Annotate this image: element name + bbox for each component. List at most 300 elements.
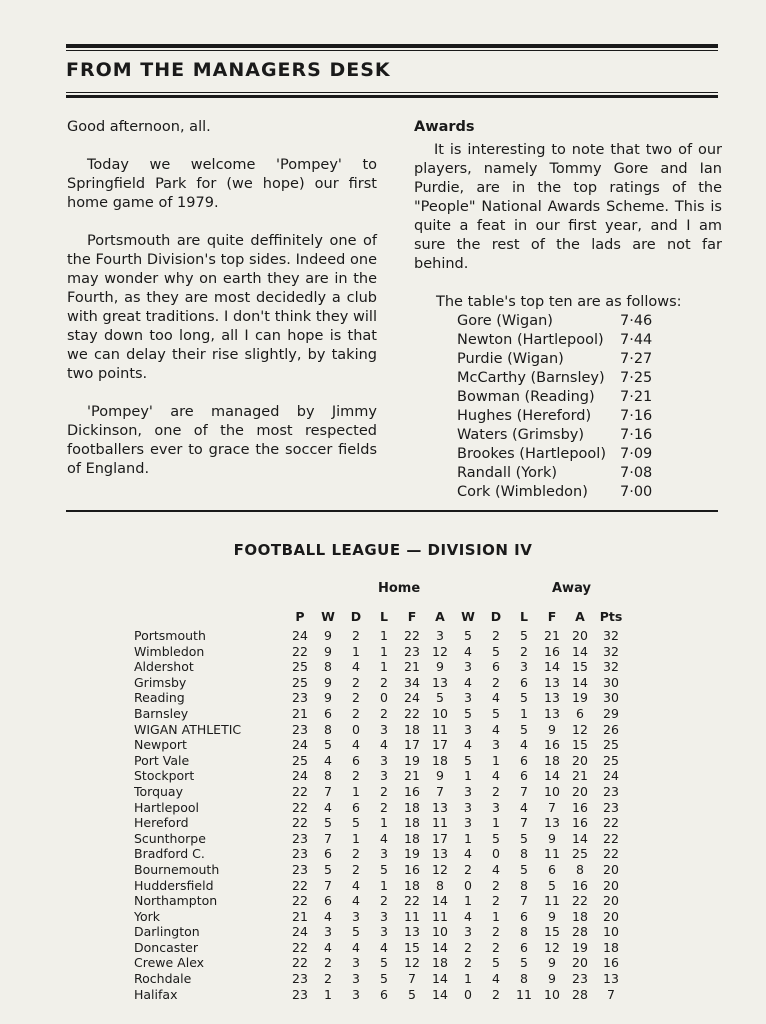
rating-row — [457, 312, 652, 331]
stat-cell: 12 — [432, 861, 448, 877]
stat-cell: 34 — [404, 674, 420, 690]
stat-cell: 13 — [544, 674, 560, 690]
stat-cell: 9 — [548, 830, 556, 846]
stat-cell: 1 — [352, 830, 360, 846]
points-cell: 20 — [603, 908, 619, 924]
stat-cell: 22 — [404, 893, 420, 909]
stat-cell: 24 — [292, 628, 308, 643]
stat-cell: 4 — [324, 799, 332, 815]
stat-cell: 12 — [432, 643, 448, 659]
rating-row — [457, 445, 652, 464]
stat-cell: 4 — [324, 752, 332, 768]
rating-value: 7·00 — [619, 484, 653, 500]
stat-cell: 14 — [572, 674, 588, 690]
points-cell: 25 — [603, 737, 619, 753]
stat-cell: 23 — [292, 971, 308, 987]
stat-cell: 4 — [492, 861, 500, 877]
stat-cell: 19 — [572, 939, 588, 955]
points-cell: 32 — [603, 643, 619, 659]
away-group-label: Away — [552, 581, 591, 596]
stat-cell: 2 — [464, 939, 472, 955]
league-row — [134, 846, 628, 862]
stat-cell: 2 — [492, 674, 500, 690]
top-rule-thick — [66, 44, 718, 48]
league-row — [134, 768, 628, 784]
points-cell: 18 — [603, 939, 619, 955]
rating-value: 7·08 — [619, 465, 653, 481]
stat-cell: 20 — [572, 752, 588, 768]
column-header: L — [520, 608, 528, 624]
stat-cell: 9 — [324, 643, 332, 659]
stat-cell: 24 — [292, 924, 308, 940]
rating-value: 7·27 — [619, 351, 653, 367]
rating-value: 7·16 — [619, 408, 653, 424]
column-header: F — [547, 608, 557, 624]
stat-cell: 5 — [464, 752, 472, 768]
stat-cell: 22 — [292, 877, 308, 893]
rating-player: Randall (York) — [457, 465, 558, 481]
stat-cell: 23 — [292, 986, 308, 1002]
league-row — [134, 737, 628, 753]
stat-cell: 3 — [436, 628, 444, 643]
stat-cell: 2 — [352, 628, 360, 643]
league-row — [134, 659, 628, 675]
points-cell: 23 — [603, 799, 619, 815]
league-row — [134, 800, 628, 816]
stat-cell: 6 — [520, 752, 528, 768]
column-header: W — [321, 608, 335, 624]
points-cell: 7 — [607, 986, 615, 1002]
stat-cell: 21 — [572, 768, 588, 784]
stat-cell: 6 — [324, 846, 332, 862]
stat-cell: 7 — [324, 783, 332, 799]
stat-cell: 9 — [436, 659, 444, 675]
stat-cell: 6 — [548, 861, 556, 877]
points-cell: 20 — [603, 893, 619, 909]
stat-cell: 14 — [432, 939, 448, 955]
stat-cell: 4 — [464, 674, 472, 690]
rating-player: Gore (Wigan) — [457, 313, 553, 329]
stat-cell: 3 — [380, 846, 388, 862]
team-name: Wimbledon — [134, 643, 205, 659]
stat-cell: 5 — [324, 737, 332, 753]
team-name: Torquay — [134, 783, 183, 799]
stat-cell: 3 — [464, 690, 472, 706]
stat-cell: 3 — [464, 799, 472, 815]
title-rule-thin — [66, 92, 718, 93]
stat-cell: 4 — [352, 939, 360, 955]
stat-cell: 6 — [324, 893, 332, 909]
league-row — [134, 971, 628, 987]
stat-cell: 2 — [324, 971, 332, 987]
points-cell: 24 — [603, 768, 619, 784]
league-title: FOOTBALL LEAGUE — DIVISION IV — [233, 541, 533, 559]
stat-cell: 4 — [352, 893, 360, 909]
stat-cell: 3 — [380, 721, 388, 737]
stat-cell: 5 — [548, 877, 556, 893]
stat-cell: 6 — [352, 799, 360, 815]
stat-cell: 7 — [324, 830, 332, 846]
team-name: Newport — [134, 737, 187, 753]
rating-value: 7·16 — [619, 427, 653, 443]
awards-text: It is interesting to note that two of our players, namely Tommy Gore and Ian Purdie, are in the top ratings of the "People" National Awards Scheme. This is quite a feat in our first year, and I am sure the rest of the lads are not far behind. — [414, 142, 722, 272]
stat-cell: 18 — [432, 752, 448, 768]
stat-cell: 7 — [408, 971, 416, 987]
greeting: Good afternoon, all. — [67, 119, 211, 135]
stat-cell: 2 — [324, 955, 332, 971]
stat-cell: 16 — [572, 799, 588, 815]
stat-cell: 7 — [436, 783, 444, 799]
awards-section — [414, 118, 722, 502]
stat-cell: 3 — [352, 908, 360, 924]
title-rule-thick — [66, 95, 718, 98]
stat-cell: 15 — [572, 737, 588, 753]
stat-cell: 12 — [544, 939, 560, 955]
league-row — [134, 893, 628, 909]
stat-cell: 2 — [380, 799, 388, 815]
stat-cell: 8 — [324, 768, 332, 784]
stat-cell: 0 — [464, 877, 472, 893]
team-name: Port Vale — [134, 752, 190, 768]
stat-cell: 22 — [292, 643, 308, 659]
stat-cell: 0 — [352, 721, 360, 737]
stat-cell: 21 — [404, 659, 420, 675]
stat-cell: 11 — [432, 908, 448, 924]
stat-cell: 20 — [572, 955, 588, 971]
stat-cell: 2 — [352, 846, 360, 862]
stat-cell: 5 — [520, 721, 528, 737]
top-rule-thin — [66, 50, 718, 51]
stat-cell: 5 — [436, 690, 444, 706]
points-cell: 13 — [603, 971, 619, 987]
stat-cell: 8 — [324, 659, 332, 675]
stat-cell: 19 — [404, 752, 420, 768]
stat-cell: 8 — [520, 846, 528, 862]
league-row — [134, 940, 628, 956]
stat-cell: 18 — [404, 830, 420, 846]
stat-cell: 1 — [464, 971, 472, 987]
stat-cell: 1 — [324, 986, 332, 1002]
stat-cell: 4 — [352, 877, 360, 893]
stat-cell: 21 — [544, 628, 560, 643]
points-cell: 23 — [603, 783, 619, 799]
stat-cell: 5 — [492, 830, 500, 846]
stat-cell: 1 — [464, 830, 472, 846]
stat-cell: 1 — [492, 752, 500, 768]
team-name: Bournemouth — [134, 861, 220, 877]
stat-cell: 5 — [408, 986, 416, 1002]
stat-cell: 25 — [292, 659, 308, 675]
stat-cell: 13 — [544, 705, 560, 721]
stat-cell: 18 — [572, 908, 588, 924]
team-name: Halifax — [134, 986, 178, 1002]
stat-cell: 2 — [352, 690, 360, 706]
stat-cell: 5 — [324, 861, 332, 877]
stat-cell: 3 — [324, 924, 332, 940]
stat-cell: 13 — [544, 815, 560, 831]
stat-cell: 2 — [464, 861, 472, 877]
stat-cell: 13 — [432, 846, 448, 862]
stat-cell: 6 — [520, 939, 528, 955]
stat-cell: 11 — [404, 908, 420, 924]
stat-cell: 5 — [520, 690, 528, 706]
stat-cell: 18 — [432, 955, 448, 971]
stat-cell: 9 — [324, 690, 332, 706]
team-name: Hartlepool — [134, 799, 199, 815]
stat-cell: 20 — [572, 783, 588, 799]
stat-cell: 12 — [404, 955, 420, 971]
stat-cell: 13 — [404, 924, 420, 940]
stat-cell: 2 — [492, 628, 500, 643]
rating-player: Brookes (Hartlepool) — [457, 446, 606, 462]
stat-cell: 2 — [492, 893, 500, 909]
team-name: Northampton — [134, 893, 218, 909]
stat-cell: 19 — [404, 846, 420, 862]
stat-cell: 21 — [404, 768, 420, 784]
stat-cell: 5 — [380, 971, 388, 987]
stat-cell: 7 — [520, 893, 528, 909]
stat-cell: 4 — [520, 799, 528, 815]
stat-cell: 1 — [380, 628, 388, 643]
stat-cell: 2 — [492, 924, 500, 940]
rating-row — [457, 483, 652, 502]
league-row — [134, 878, 628, 894]
rating-player: Cork (Wimbledon) — [457, 484, 588, 500]
team-name: Scunthorpe — [134, 830, 206, 846]
stat-cell: 16 — [572, 815, 588, 831]
stat-cell: 5 — [520, 628, 528, 643]
stat-cell: 1 — [380, 815, 388, 831]
column-header: A — [575, 608, 585, 624]
stat-cell: 25 — [292, 674, 308, 690]
stat-cell: 4 — [464, 737, 472, 753]
stat-cell: 5 — [520, 861, 528, 877]
league-row — [134, 862, 628, 878]
section-divider — [66, 510, 718, 512]
stat-cell: 24 — [292, 737, 308, 753]
stat-cell: 13 — [432, 799, 448, 815]
stat-cell: 20 — [572, 628, 588, 643]
rating-player: Bowman (Reading) — [457, 389, 595, 405]
stat-cell: 9 — [324, 674, 332, 690]
stat-cell: 4 — [492, 971, 500, 987]
league-row — [134, 784, 628, 800]
stat-cell: 2 — [492, 986, 500, 1002]
stat-cell: 14 — [572, 643, 588, 659]
letter-paragraph: Today we welcome 'Pompey' to Springfield Park for (we hope) our first home game of 1979. — [67, 157, 377, 211]
stat-cell: 18 — [544, 752, 560, 768]
stat-cell: 6 — [380, 986, 388, 1002]
stat-cell: 3 — [464, 783, 472, 799]
stat-cell: 28 — [572, 924, 588, 940]
rating-row — [457, 388, 652, 407]
stat-cell: 6 — [492, 659, 500, 675]
stat-cell: 3 — [464, 721, 472, 737]
column-header: W — [461, 608, 475, 624]
stat-cell: 1 — [492, 815, 500, 831]
team-name: Stockport — [134, 768, 195, 784]
stat-cell: 14 — [544, 768, 560, 784]
rating-row — [457, 407, 652, 426]
stat-cell: 11 — [544, 846, 560, 862]
stat-cell: 8 — [520, 877, 528, 893]
points-cell: 26 — [603, 721, 619, 737]
team-name: Darlington — [134, 924, 200, 940]
stat-cell: 22 — [292, 893, 308, 909]
stat-cell: 2 — [352, 768, 360, 784]
team-name: Aldershot — [134, 659, 194, 675]
rating-player: Hughes (Hereford) — [457, 408, 592, 424]
league-row — [134, 909, 628, 925]
stat-cell: 4 — [464, 908, 472, 924]
stat-cell: 2 — [380, 674, 388, 690]
stat-cell: 6 — [324, 705, 332, 721]
stat-cell: 1 — [464, 893, 472, 909]
points-cell: 32 — [603, 659, 619, 675]
rating-row — [457, 426, 652, 445]
league-row — [134, 628, 628, 644]
stat-cell: 1 — [380, 643, 388, 659]
stat-cell: 7 — [324, 877, 332, 893]
stat-cell: 10 — [432, 705, 448, 721]
stat-cell: 22 — [404, 705, 420, 721]
stat-cell: 5 — [380, 955, 388, 971]
stat-cell: 8 — [324, 721, 332, 737]
stat-cell: 25 — [292, 752, 308, 768]
stat-cell: 1 — [380, 877, 388, 893]
league-row — [134, 753, 628, 769]
stat-cell: 5 — [492, 643, 500, 659]
stat-cell: 13 — [432, 674, 448, 690]
points-cell: 20 — [603, 861, 619, 877]
stat-cell: 18 — [404, 799, 420, 815]
stat-cell: 8 — [436, 877, 444, 893]
league-row — [134, 955, 628, 971]
stat-cell: 9 — [548, 721, 556, 737]
rating-value: 7·25 — [619, 370, 653, 386]
league-row — [134, 690, 628, 706]
league-table — [134, 604, 628, 1002]
stat-cell: 21 — [292, 705, 308, 721]
stat-cell: 1 — [464, 768, 472, 784]
stat-cell: 23 — [292, 830, 308, 846]
stat-cell: 4 — [380, 939, 388, 955]
stat-cell: 4 — [352, 737, 360, 753]
stat-cell: 6 — [520, 768, 528, 784]
stat-cell: 16 — [404, 861, 420, 877]
league-row — [134, 987, 628, 1003]
league-row — [134, 675, 628, 691]
team-name: Huddersfield — [134, 877, 214, 893]
stat-cell: 11 — [432, 815, 448, 831]
team-name: WIGAN ATHLETIC — [134, 721, 242, 737]
stat-cell: 13 — [544, 690, 560, 706]
stat-cell: 4 — [492, 768, 500, 784]
stat-cell: 1 — [352, 783, 360, 799]
stat-cell: 21 — [292, 908, 308, 924]
stat-cell: 18 — [404, 877, 420, 893]
stat-cell: 14 — [432, 971, 448, 987]
stat-cell: 9 — [548, 955, 556, 971]
stat-cell: 3 — [492, 799, 500, 815]
stat-cell: 8 — [520, 971, 528, 987]
league-row — [134, 706, 628, 722]
stat-cell: 6 — [520, 674, 528, 690]
stat-cell: 2 — [492, 877, 500, 893]
points-cell: 25 — [603, 752, 619, 768]
team-name: Reading — [134, 690, 185, 706]
letter-paragraph: 'Pompey' are managed by Jimmy Dickinson, one of the most respected footballers ever to grace the soccer fields of England. — [67, 404, 377, 477]
stat-cell: 1 — [520, 705, 528, 721]
stat-cell: 17 — [404, 737, 420, 753]
awards-heading: Awards — [414, 119, 475, 135]
stat-cell: 5 — [492, 955, 500, 971]
rating-value: 7·46 — [619, 313, 653, 329]
points-cell: 30 — [603, 690, 619, 706]
stat-cell: 22 — [292, 939, 308, 955]
team-name: Rochdale — [134, 971, 192, 987]
points-cell: 22 — [603, 815, 619, 831]
stat-cell: 22 — [572, 893, 588, 909]
rating-player: Newton (Hartlepool) — [457, 332, 604, 348]
stat-cell: 0 — [492, 846, 500, 862]
ratings-table — [457, 312, 652, 502]
stat-cell: 5 — [380, 861, 388, 877]
rating-row — [457, 464, 652, 483]
column-header: A — [435, 608, 445, 624]
stat-cell: 8 — [520, 924, 528, 940]
stat-cell: 24 — [404, 690, 420, 706]
stat-cell: 3 — [352, 971, 360, 987]
stat-cell: 2 — [380, 705, 388, 721]
league-row — [134, 924, 628, 940]
stat-cell: 6 — [520, 908, 528, 924]
stat-cell: 5 — [324, 815, 332, 831]
stat-cell: 23 — [404, 643, 420, 659]
ratings-intro: The table's top ten are as follows: — [436, 294, 682, 310]
column-header: F — [407, 608, 417, 624]
team-name: Portsmouth — [134, 628, 206, 643]
stat-cell: 11 — [432, 721, 448, 737]
stat-cell: 18 — [404, 721, 420, 737]
rating-player: Purdie (Wigan) — [457, 351, 564, 367]
points-cell: 16 — [603, 955, 619, 971]
rating-value: 7·44 — [619, 332, 653, 348]
stat-cell: 3 — [520, 659, 528, 675]
stat-cell: 16 — [544, 643, 560, 659]
league-row — [134, 644, 628, 660]
stat-cell: 15 — [404, 939, 420, 955]
stat-cell: 16 — [544, 737, 560, 753]
stat-cell: 3 — [352, 955, 360, 971]
team-name: Bradford C. — [134, 846, 205, 862]
stat-cell: 23 — [292, 690, 308, 706]
column-header: Pts — [599, 608, 623, 624]
points-cell: 10 — [603, 924, 619, 940]
stat-cell: 4 — [324, 939, 332, 955]
stat-cell: 5 — [520, 830, 528, 846]
team-name: Crewe Alex — [134, 955, 205, 971]
points-cell: 32 — [603, 628, 619, 643]
team-name: Grimsby — [134, 674, 187, 690]
stat-cell: 2 — [380, 783, 388, 799]
stat-cell: 8 — [576, 861, 584, 877]
league-row — [134, 722, 628, 738]
stat-cell: 5 — [520, 955, 528, 971]
stat-cell: 18 — [404, 815, 420, 831]
stat-cell: 25 — [572, 846, 588, 862]
stat-cell: 4 — [464, 846, 472, 862]
